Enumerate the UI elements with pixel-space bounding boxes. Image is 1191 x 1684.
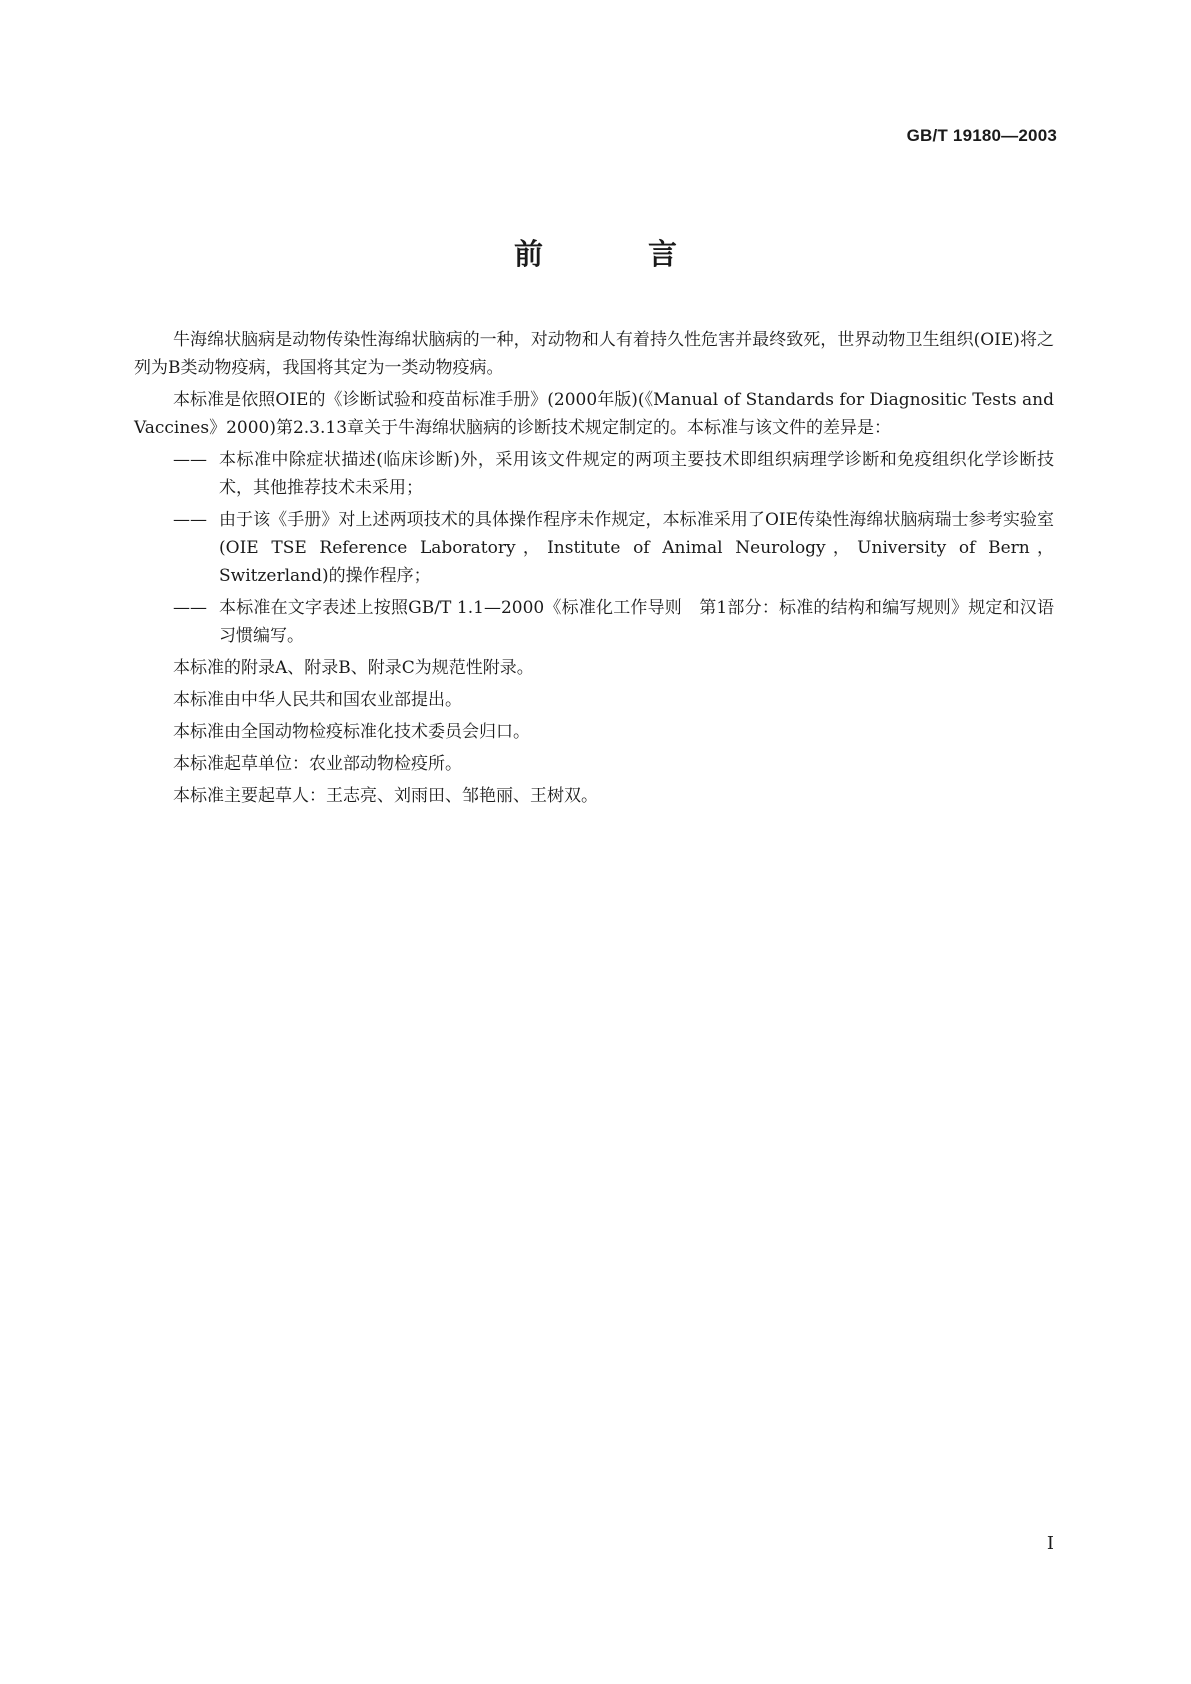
page-number: I xyxy=(1046,1533,1054,1554)
difference-item xyxy=(134,506,1054,590)
paragraph-basis: 本标准是依照OIE的《诊断试验和疫苗标准手册》(2000年版)(《Manual of Standards for Diagnositic Tests and Vaccines》2000)第2.3.13章关于牛海绵状脑病的诊断技术规定制定的。本标准与该文件的差异是： xyxy=(134,390,1054,438)
standard-code: GB/T 19180—2003 xyxy=(906,126,1057,145)
dash-marker: —— xyxy=(173,598,207,618)
paragraph-proposer: 本标准由中华人民共和国农业部提出。 xyxy=(173,690,462,710)
difference-text: 本标准在文字表述上按照GB/T 1.1—2000《标准化工作导则 第1部分：标准的结构和编写规则》规定和汉语习惯编写。 xyxy=(219,598,1054,646)
dash-marker: —— xyxy=(173,510,207,530)
difference-item xyxy=(134,594,1054,650)
paragraph-drafters: 本标准主要起草人：王志亮、刘雨田、邹艳丽、王树双。 xyxy=(173,786,598,806)
foreword-body xyxy=(134,326,1054,814)
difference-item xyxy=(134,446,1054,502)
page-title: 前 言 xyxy=(513,237,715,271)
paragraph-annexes: 本标准的附录A、附录B、附录C为规范性附录。 xyxy=(173,658,534,678)
paragraph-committee: 本标准由全国动物检疫标准化技术委员会归口。 xyxy=(173,722,530,742)
difference-text: 本标准中除症状描述(临床诊断)外，采用该文件规定的两项主要技术即组织病理学诊断和免疫组织化学诊断技术，其他推荐技术未采用； xyxy=(219,450,1054,498)
dash-marker: —— xyxy=(173,450,207,470)
paragraph-intro: 牛海绵状脑病是动物传染性海绵状脑病的一种，对动物和人有着持久性危害并最终致死，世界动物卫生组织(OIE)将之列为B类动物疫病，我国将其定为一类动物疫病。 xyxy=(134,330,1054,378)
difference-text: 由于该《手册》对上述两项技术的具体操作程序未作规定，本标准采用了OIE传染性海绵状脑病瑞士参考实验室(OIE TSE Reference Laboratory，Institute of Animal Neurology，University of Bern，Switzerland)的操作程序； xyxy=(219,510,1054,586)
paragraph-drafting-unit: 本标准起草单位：农业部动物检疫所。 xyxy=(173,754,462,774)
